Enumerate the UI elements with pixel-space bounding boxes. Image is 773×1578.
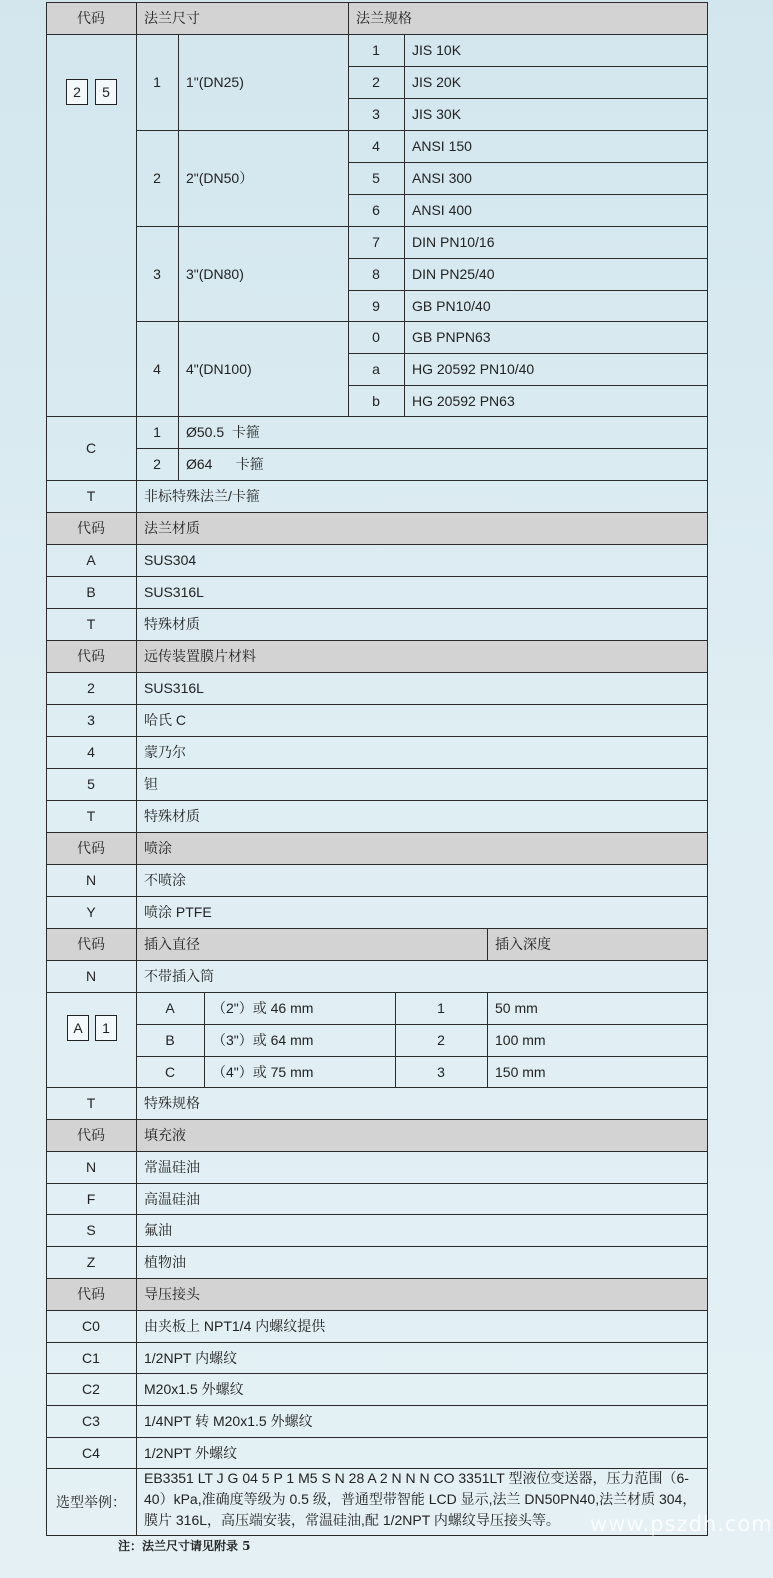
row-code: C4 <box>82 1444 100 1461</box>
spec-code: 4 <box>372 138 380 154</box>
insert-diameter: （3"）或 64 mm <box>212 1032 314 1048</box>
section-header-depth: 插入深度 <box>495 936 551 952</box>
row-label: 特殊规格 <box>144 1095 200 1111</box>
clamp-number: 1 <box>153 424 161 440</box>
row-code: 3 <box>87 712 95 728</box>
size-number: 2 <box>153 170 161 186</box>
row-label: M20x1.5 外螺纹 <box>144 1381 244 1397</box>
insert-letter: A <box>165 1000 175 1016</box>
spec-name: ANSI 300 <box>412 170 472 186</box>
row-code: C1 <box>82 1349 100 1366</box>
size-number: 1 <box>153 74 161 90</box>
code-box: 5 <box>95 79 117 105</box>
row-code: Z <box>86 1254 96 1270</box>
row-label: 特殊材质 <box>144 808 200 824</box>
row-label: 1/4NPT 转 M20x1.5 外螺纹 <box>144 1413 313 1429</box>
row-label: 特殊材质 <box>144 616 200 632</box>
row-code: N <box>85 968 97 984</box>
example-text: EB3351 LT J G 04 5 P 1 M5 S N 28 A 2 N N N CO 3351LT 型液位变送器，压力范围（6-40）kPa,准确度等级为 0.5 级，普通型带智能 LCD 显示,法兰 DN50PN40,法兰材质 304，膜片 316L，高压端安装，常温硅油,配 1/2NPT 内螺纹导压接头等。 <box>144 1470 697 1528</box>
row-label: 不喷涂 <box>144 872 186 888</box>
row-code: 2 <box>87 680 95 696</box>
clamp-number: 2 <box>153 456 161 472</box>
row-code: 4 <box>87 744 95 760</box>
section-header-code: 代码 <box>77 936 105 952</box>
spec-code: 7 <box>372 234 380 250</box>
clamp-code: C <box>85 440 97 456</box>
spec-code: 6 <box>372 202 380 218</box>
example-label: 选型举例： <box>56 1493 126 1510</box>
section-header-title: 填充液 <box>144 1127 186 1143</box>
section-header-code: 代码 <box>77 1286 105 1302</box>
row-code: C2 <box>82 1381 100 1397</box>
insert-diameter: （2"）或 46 mm <box>212 1000 314 1016</box>
size-number: 4 <box>153 360 161 377</box>
row-code: T <box>86 808 96 824</box>
row-code: T <box>86 616 96 632</box>
spec-name: JIS 10K <box>412 42 462 58</box>
row-label: 喷涂 PTFE <box>144 904 212 920</box>
insert-depth: 150 mm <box>495 1063 546 1080</box>
row-label: 高温硅油 <box>144 1190 200 1207</box>
spec-name: GB PN10/40 <box>412 297 491 314</box>
insert-number: 1 <box>437 1000 445 1016</box>
size-label: 2"(DN50） <box>186 170 254 186</box>
row-code: A <box>86 552 96 568</box>
spec-name: GB PNPN63 <box>412 329 491 345</box>
row-code: B <box>86 584 96 600</box>
row-code: N <box>85 1159 97 1175</box>
section-header-title: 远传装置膜片材料 <box>144 648 256 664</box>
row-label: 钽 <box>144 776 158 792</box>
spec-code: b <box>372 392 380 409</box>
spec-code: 9 <box>372 297 380 314</box>
selection-table <box>46 0 708 1536</box>
section-header-title: 导压接头 <box>144 1286 200 1302</box>
spec-name: DIN PN10/16 <box>412 234 495 250</box>
row-label: 常温硅油 <box>144 1159 200 1175</box>
spec-code: a <box>372 361 380 377</box>
section-header-title: 喷涂 <box>144 840 172 856</box>
row-label: SUS316L <box>144 680 204 696</box>
row-label: 蒙乃尔 <box>144 744 186 760</box>
insert-letter: C <box>164 1063 176 1080</box>
code-box: 1 <box>95 1015 117 1041</box>
section-header-code: 代码 <box>77 1127 105 1143</box>
clamp-label: Ø64 卡箍 <box>186 456 264 472</box>
section-header-code: 代码 <box>77 520 105 536</box>
section-header-code: 代码 <box>77 840 105 856</box>
insert-depth: 100 mm <box>495 1032 546 1048</box>
row-label: SUS316L <box>144 584 204 600</box>
section-header-code: 代码 <box>77 648 105 664</box>
spec-code: 8 <box>372 266 380 282</box>
header-flange-spec: 法兰规格 <box>356 10 412 26</box>
row-label: SUS304 <box>144 552 197 568</box>
spec-name: HG 20592 PN63 <box>412 392 515 409</box>
row-code: 5 <box>87 776 95 792</box>
spec-name: DIN PN25/40 <box>412 266 495 282</box>
row-code: C3 <box>82 1413 100 1429</box>
spec-name: JIS 30K <box>412 106 462 122</box>
row-code: N <box>85 872 97 888</box>
row-code: C0 <box>82 1318 100 1334</box>
code-box: 2 <box>66 79 88 105</box>
size-number: 3 <box>153 265 161 282</box>
spec-name: JIS 20K <box>412 74 462 90</box>
row-label: 氟油 <box>144 1222 172 1238</box>
row-label: 哈氏 C <box>144 712 186 728</box>
watermark: www.pszdh.com <box>590 1512 773 1536</box>
spec-name: ANSI 400 <box>412 202 472 218</box>
size-label: 1"(DN25) <box>186 74 244 90</box>
footnote: 注：法兰尺寸请见附录 5 <box>118 1539 251 1553</box>
row-label: 非标特殊法兰/卡箍 <box>144 488 260 504</box>
row-code: T <box>86 488 96 504</box>
size-label: 3"(DN80) <box>186 265 244 282</box>
size-label: 4"(DN100) <box>186 360 252 377</box>
insert-number: 2 <box>437 1032 445 1048</box>
section-header-title: 法兰材质 <box>144 520 200 536</box>
row-code: T <box>86 1095 96 1111</box>
insert-letter: B <box>165 1032 175 1048</box>
spec-code: 3 <box>372 106 380 122</box>
insert-depth: 50 mm <box>495 1000 538 1016</box>
header-flange-size: 法兰尺寸 <box>144 10 200 26</box>
row-label: 由夹板上 NPT1/4 内螺纹提供 <box>144 1318 326 1334</box>
row-code: Y <box>86 904 96 920</box>
spec-code: 5 <box>372 170 380 186</box>
row-label: 不带插入筒 <box>144 968 214 984</box>
spec-code: 2 <box>372 74 380 90</box>
section-header-diameter: 插入直径 <box>144 936 200 952</box>
row-label: 植物油 <box>144 1254 186 1270</box>
insert-number: 3 <box>437 1063 445 1080</box>
spec-name: ANSI 150 <box>412 138 472 154</box>
clamp-label: Ø50.5 卡箍 <box>186 424 260 440</box>
insert-diameter: （4"）或 75 mm <box>212 1063 314 1080</box>
row-code: F <box>86 1190 96 1207</box>
header-code: 代码 <box>77 10 105 26</box>
row-label: 1/2NPT 内螺纹 <box>144 1349 238 1366</box>
spec-name: HG 20592 PN10/40 <box>412 361 535 377</box>
row-code: S <box>86 1222 96 1238</box>
spec-code: 1 <box>372 42 380 58</box>
code-box: A <box>67 1015 89 1041</box>
spec-code: 0 <box>372 329 380 345</box>
row-label: 1/2NPT 外螺纹 <box>144 1444 238 1461</box>
